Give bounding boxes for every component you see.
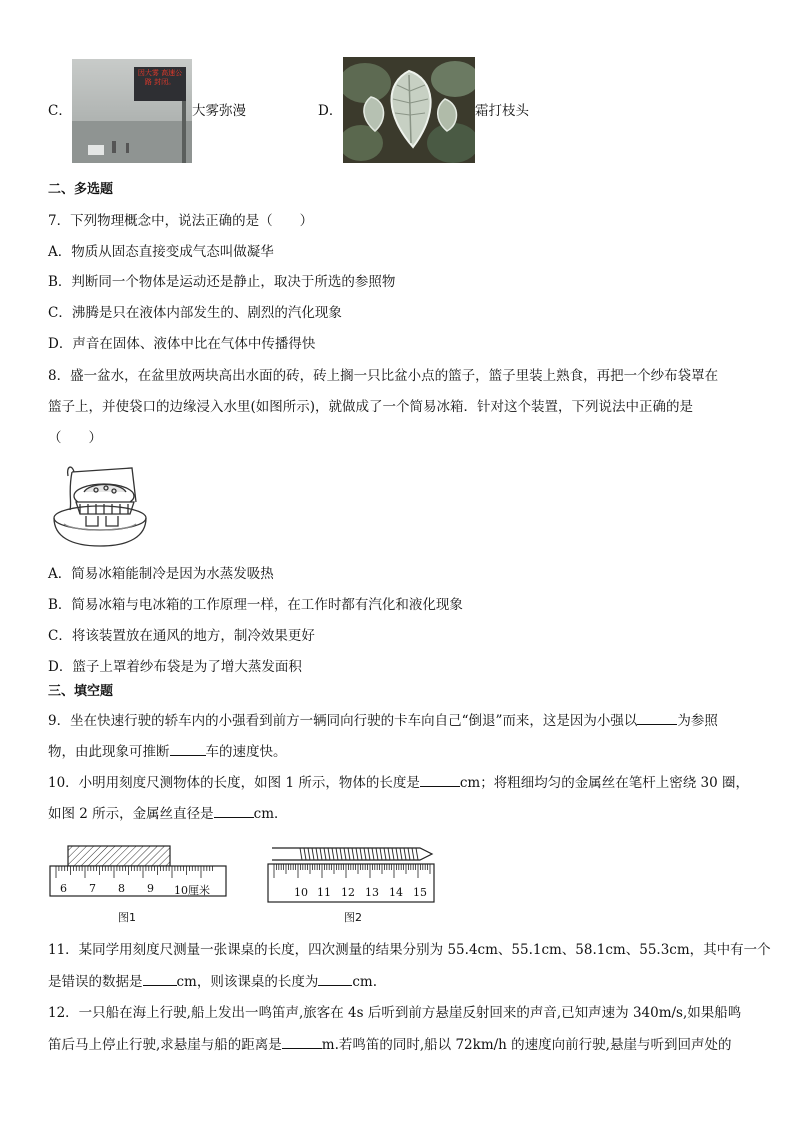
q10-line1	[48, 772, 749, 793]
q10-line1-text: 10．小明用刻度尺测物体的长度，如图 1 所示，物体的长度是	[48, 775, 420, 791]
ruler2-tick-label: 15	[413, 886, 427, 899]
q12-line2-tail: m.若鸣笛的同时,船以 72km/h 的速度向前行驶,悬崖与听到回声处的	[321, 1037, 732, 1053]
q10-blank-1[interactable]	[420, 772, 460, 787]
ruler-figure-2	[266, 838, 438, 906]
frosted-leaves-photo	[343, 57, 475, 163]
q8-stem-line3: （ ）	[48, 430, 102, 446]
q7-option-b: B．判断同一个物体是运动还是静止，取决于所选的参照物	[48, 274, 396, 290]
q11-line1: 11．某同学用刻度尺测量一张课桌的长度，四次测量的结果分别为 55.4cm、55.1cm、58.1cm、55.3cm，其中有一个	[48, 942, 771, 958]
q7-option-a: A．物质从固态直接变成气态叫做凝华	[48, 244, 274, 260]
ruler2-tick-label: 11	[317, 886, 331, 899]
q9-line1-tail: 为参照	[677, 713, 718, 729]
q8-option-a: A．简易冰箱能制冷是因为水蒸发吸热	[48, 566, 274, 582]
q9-blank-2[interactable]	[170, 741, 206, 756]
q9-line2	[48, 741, 287, 762]
option-c-label: C．	[48, 103, 72, 119]
q9-line1-text: 9．坐在快速行驶的轿车内的小强看到前方一辆同向行驶的卡车向自己“倒退”而来，这是因为小强以	[48, 713, 638, 729]
option-c-caption: 大雾弥漫	[192, 103, 246, 119]
q10-line2-tail: cm．	[253, 806, 288, 822]
ruler1-tick-label: 8	[118, 882, 125, 895]
q11-blank-2[interactable]	[318, 971, 352, 986]
q11-line2-mid: cm，则该课桌的长度为	[176, 974, 319, 990]
ruler-figure-1	[48, 842, 230, 906]
ruler2-tick-label: 10	[294, 886, 308, 899]
section-heading-multiple-choice: 二、多选题	[48, 182, 114, 197]
q12-blank-1[interactable]	[282, 1034, 322, 1049]
highway-sign-text: 因大雾 高速公路 封闭。	[137, 69, 183, 86]
figure-1-caption: 图1	[118, 911, 136, 924]
q10-line1-tail: cm；将粗细均匀的金属丝在笔杆上密绕 30 圈，	[459, 775, 749, 791]
q11-line2-tail: cm.	[352, 974, 378, 990]
ruler2-tick-label: 14	[389, 886, 403, 899]
figure-2-caption: 图2	[344, 911, 362, 924]
q8-stem-line2: 篮子上，并使袋口的边缘浸入水里(如图所示)，就做成了一个简易冰箱．针对这个装置，下列说法中正确的是	[48, 399, 694, 415]
option-d-caption: 霜打枝头	[475, 103, 529, 119]
q8-stem-line1: 8．盛一盆水，在盆里放两块高出水面的砖，砖上搁一只比盆小点的篮子，篮子里装上熟食，再把一个纱布袋罩在	[48, 368, 719, 384]
ruler2-tick-label: 13	[365, 886, 379, 899]
q10-line2	[48, 803, 288, 824]
q12-line2-text: 笛后马上停止行驶,求悬崖与船的距离是	[48, 1037, 282, 1053]
q7-option-d: D．声音在固体、液体中比在气体中传播得快	[48, 336, 316, 352]
section-heading-fill-in: 三、填空题	[48, 684, 114, 699]
q10-line2-text: 如图 2 所示，金属丝直径是	[48, 806, 214, 822]
option-d-label: D．	[318, 103, 343, 119]
ruler2-tick-label: 12	[341, 886, 355, 899]
ruler1-tick-label: 7	[89, 882, 96, 895]
fog-highway-photo	[72, 59, 192, 163]
ruler1-tick-label: 6	[60, 882, 67, 895]
q11-line2	[48, 971, 377, 992]
q7-stem: 7．下列物理概念中，说法正确的是（ ）	[48, 213, 314, 229]
q10-blank-2[interactable]	[214, 803, 254, 818]
q9-line2-tail: 车的速度快。	[205, 744, 287, 760]
q9-line2-text: 物，由此现象可推断	[48, 744, 170, 760]
q8-option-d: D．篮子上罩着纱布袋是为了增大蒸发面积	[48, 659, 302, 675]
q12-line1: 12．一只船在海上行驶,船上发出一鸣笛声,旅客在 4s 后听到前方悬崖反射回来的声音,已知声速为 340m/s,如果船鸣	[48, 1005, 742, 1021]
q11-line2-text: 是错误的数据是	[48, 974, 143, 990]
q7-option-c: C．沸腾是只在液体内部发生的、剧烈的汽化现象	[48, 305, 342, 321]
simple-fridge-figure	[50, 462, 150, 554]
ruler1-tick-label: 10厘米	[174, 884, 210, 897]
q8-option-b: B．简易冰箱与电冰箱的工作原理一样，在工作时都有汽化和液化现象	[48, 597, 463, 613]
q11-blank-1[interactable]	[143, 971, 177, 986]
q12-line2	[48, 1034, 731, 1055]
q9-blank-1[interactable]	[637, 710, 677, 725]
q8-option-c: C．将该装置放在通风的地方，制冷效果更好	[48, 628, 315, 644]
q9-line1	[48, 710, 718, 731]
ruler1-tick-label: 9	[147, 882, 154, 895]
